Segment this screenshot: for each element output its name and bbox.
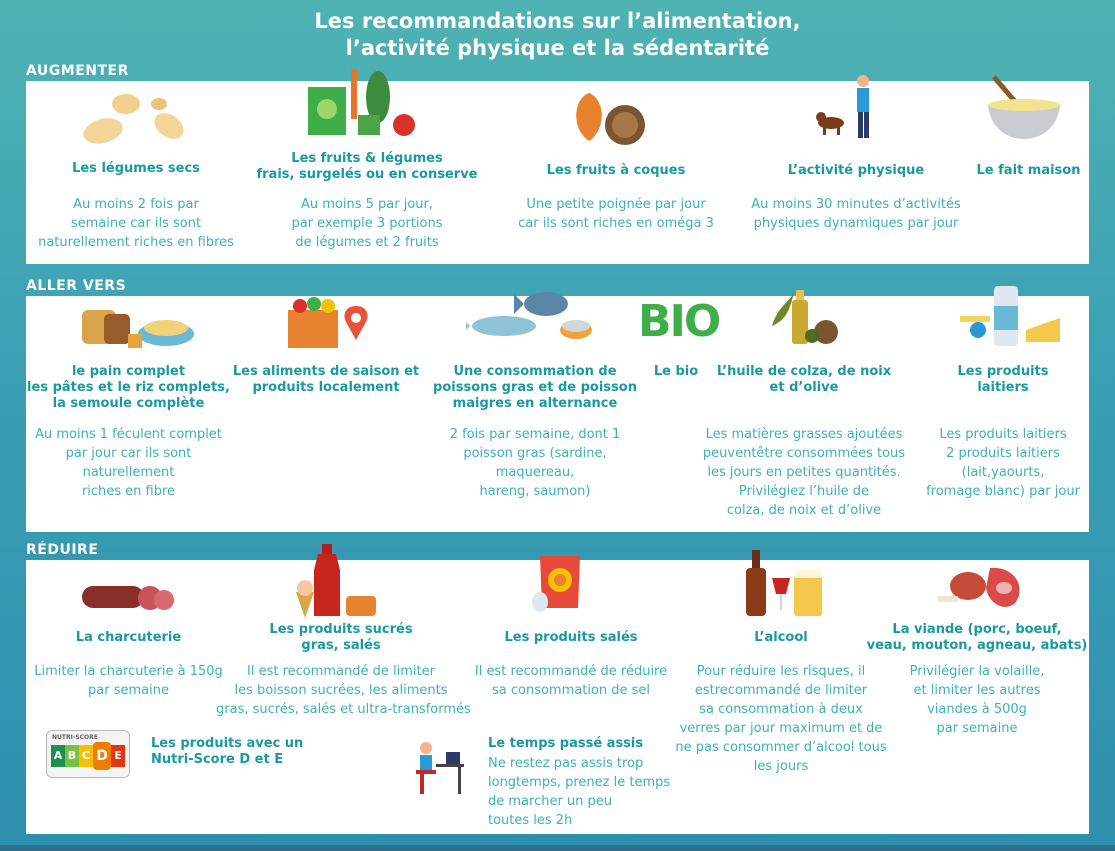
item-title: Le bio (653, 364, 699, 379)
item-desc-line: Au moins 1 féculent complet (35, 427, 222, 442)
item-desc-line: gras, sucrés, salés et ultra-transformés (216, 702, 471, 717)
item-desc-line: Pour réduire les risques, il (696, 664, 866, 679)
item-produits-sucres (216, 622, 471, 719)
item-fait-maison (971, 163, 1086, 179)
nutriscore-logo-title: NUTRI-SCORE (52, 734, 98, 741)
item-desc-line: et limiter les autres (913, 683, 1041, 698)
item-title: la semoule complète (52, 396, 205, 411)
item-desc-line: Privilégier la volaille, (909, 664, 1045, 679)
item-title: laitiers (977, 380, 1029, 395)
item-title: veau, mouton, agneau, abats) (866, 638, 1088, 653)
nutriscore-letter-c: C (79, 745, 93, 767)
item-desc-line: toutes les 2h (488, 813, 573, 828)
item-desc-line: les jours en petites quantités. (707, 465, 901, 480)
item-desc-line: longtemps, prenez le temps (488, 775, 671, 790)
oil-bottles-icon (768, 286, 844, 346)
item-desc-line: estrecommandé de limiter (694, 683, 868, 698)
item-desc-line: par semaine (88, 683, 169, 698)
item-desc-line: riches en fibre (81, 484, 176, 499)
item-aliments-saison (231, 364, 421, 396)
item-desc-line: Les produits laitiers (939, 427, 1067, 442)
item-viande (866, 622, 1088, 738)
item-desc-line: Les matières grasses ajoutées (705, 427, 903, 442)
item-charcuterie (26, 630, 231, 700)
soda-sweets-icon (292, 542, 382, 620)
mixing-bowl-icon (984, 75, 1064, 143)
nutriscore-logo-icon (46, 730, 130, 778)
item-title: poissons gras et de poisson (433, 380, 637, 395)
item-nutriscore (151, 736, 351, 768)
nutriscore-letter-e: E (111, 745, 125, 767)
item-produits-laitiers (918, 364, 1088, 501)
item-title: le pain complet (71, 364, 186, 379)
item-title: Les produits (957, 364, 1049, 379)
item-title: Le fait maison (976, 163, 1081, 178)
beans-icon (81, 86, 191, 148)
meat-icon (934, 562, 1026, 616)
walking-dog-icon (811, 73, 881, 143)
item-desc-line: par exemple 3 portions (291, 216, 443, 231)
item-title: Le temps passé assis (488, 736, 644, 751)
item-fruits-legumes (256, 151, 478, 252)
item-fruits-coques (506, 163, 726, 233)
item-desc-line: Il est recommandé de limiter (247, 664, 435, 679)
section-label-reduire: RÉDUIRE (26, 542, 99, 558)
section-label-aller-vers: ALLER VERS (26, 278, 127, 294)
nutriscore-letter-d: D (93, 742, 111, 770)
item-produits-sales (466, 630, 676, 700)
panel-aller-vers (26, 296, 1089, 532)
title-line-2: l’activité physique et la sédentarité (345, 36, 770, 60)
section-label-augmenter: AUGMENTER (26, 63, 129, 79)
item-title: Les produits salés (504, 630, 638, 645)
item-desc-line: sa consommation à deux (699, 702, 863, 717)
item-title: Les fruits à coques (546, 163, 686, 178)
item-title: La charcuterie (75, 630, 182, 645)
page-title (0, 8, 1115, 62)
item-desc-line: viandes à 500g (927, 702, 1027, 717)
panel-augmenter (26, 81, 1089, 264)
item-desc-line: fromage blanc) par jour (926, 484, 1080, 499)
item-legumes-secs (26, 161, 246, 252)
item-title: gras, salés (301, 638, 381, 653)
item-title: les pâtes et le riz complets, (27, 380, 230, 395)
item-desc-line: car ils sont riches en oméga 3 (518, 216, 714, 231)
item-desc-line: de légumes et 2 fruits (295, 235, 439, 250)
item-title: Une consommation de (453, 364, 617, 379)
item-desc-line: colza, de noix et d’olive (726, 503, 882, 518)
item-title: et d’olive (769, 380, 839, 395)
item-alcool (674, 630, 888, 776)
item-temps-assis (488, 736, 698, 830)
item-desc-line: hareng, saumon) (479, 484, 591, 499)
nuts-icon (571, 89, 649, 147)
item-desc-line: maquereau, (495, 465, 575, 480)
item-title: Les fruits & légumes (291, 151, 443, 166)
bottom-border (0, 845, 1115, 851)
item-desc-line: ne pas consommer d’alcool tous (675, 740, 887, 755)
item-title: Les légumes secs (72, 161, 200, 176)
item-desc-line: Au moins 5 par jour, (300, 197, 434, 212)
item-desc-line: Au moins 30 minutes d’activités (751, 197, 961, 212)
item-desc-line: sa consommation de sel (491, 683, 651, 698)
item-desc-line: Une petite poignée par jour (526, 197, 706, 212)
item-desc-line: poisson gras (sardine, (463, 446, 607, 461)
item-desc-line: 2 fois par semaine, dont 1 (449, 427, 621, 442)
item-title: maigres en alternance (452, 396, 618, 411)
item-desc-line: peuventêtre consommées tous (702, 446, 906, 461)
seasonal-local-icon (284, 296, 376, 350)
item-title: L’huile de colza, de noix (716, 364, 892, 379)
bread-pasta-icon (78, 304, 196, 352)
item-desc-line: par jour car ils sont (65, 446, 192, 461)
item-desc-line: Privilégiez l’huile de (738, 484, 870, 499)
item-desc-line: naturellement riches en fibres (38, 235, 234, 250)
item-desc-line: Il est recommandé de réduire (474, 664, 668, 679)
alcohol-icon (742, 548, 832, 620)
item-desc-line: Limiter la charcuterie à 150g (34, 664, 223, 679)
item-desc-line: Ne restez pas assis trop (488, 756, 644, 771)
item-title: produits localement (252, 380, 400, 395)
item-pain-complet (26, 364, 231, 501)
item-desc-line: Au moins 2 fois par (73, 197, 199, 212)
item-desc-line: de marcher un peu (488, 794, 613, 809)
salty-snacks-icon (532, 550, 588, 614)
item-desc-line: naturellement (82, 465, 175, 480)
title-line-1: Les recommandations sur l’alimentation, (314, 9, 801, 33)
nutriscore-letter-a: A (51, 745, 65, 767)
item-huile (690, 364, 918, 520)
dairy-icon (956, 282, 1066, 350)
item-desc-line: 2 produits laitiers (946, 446, 1060, 461)
item-title: L’activité physique (787, 163, 925, 178)
sausage-icon (78, 578, 176, 612)
item-desc-line: physiques dynamiques par jour (753, 216, 959, 231)
item-title: L’alcool (754, 630, 808, 645)
item-title: frais, surgelés ou en conserve (256, 167, 478, 182)
fruits-vegetables-icon (306, 67, 416, 142)
item-desc-line: par semaine (936, 721, 1018, 736)
item-desc-line: verres par jour maximum et de (679, 721, 883, 736)
nutriscore-letter-b: B (65, 745, 79, 767)
item-activite-physique (741, 163, 971, 233)
item-title: Les aliments de saison et (232, 364, 420, 379)
item-title: Nutri-Score D et E (151, 752, 284, 767)
bio-logo-icon: BIO (638, 296, 720, 347)
item-desc-line: les jours (753, 759, 809, 774)
item-desc-line: semaine car ils sont (70, 216, 202, 231)
item-title: Les produits avec un (151, 736, 304, 751)
item-poissons (426, 364, 644, 501)
item-desc-line: (lait,yaourts, (961, 465, 1045, 480)
item-title: Les produits sucrés (269, 622, 413, 637)
fish-icon (466, 288, 596, 348)
item-desc-line: les boisson sucrées, les aliments (234, 683, 448, 698)
item-title: La viande (porc, boeuf, (892, 622, 1062, 637)
panel-reduire (26, 560, 1089, 834)
sitting-person-icon (406, 740, 468, 796)
